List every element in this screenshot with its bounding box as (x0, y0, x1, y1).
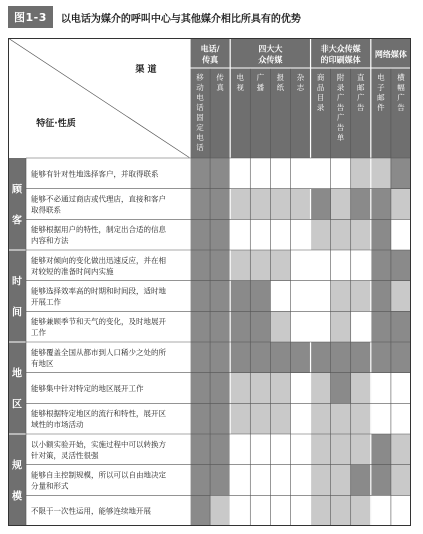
column-header-char: 商 (316, 73, 325, 82)
matrix-cell (331, 342, 351, 373)
matrix-cell (290, 219, 310, 250)
column-header-char: 广 (336, 113, 345, 122)
category-label-char: 模 (12, 491, 22, 503)
column-header-char: 话 (196, 103, 204, 112)
matrix-cell (210, 189, 230, 220)
matrix-cell (290, 373, 310, 404)
matrix-cell (371, 189, 391, 220)
matrix-cell (250, 311, 270, 342)
matrix-cell (311, 403, 331, 434)
matrix-cell (210, 311, 230, 342)
category-label-char: 客 (12, 215, 22, 227)
matrix-cell (230, 342, 250, 373)
column-header-char: 单 (336, 133, 345, 142)
comparison-table (8, 38, 411, 526)
column-header-char: 固 (196, 113, 204, 122)
category-label-char: 地 (12, 368, 22, 380)
matrix-cell (190, 189, 210, 220)
matrix-cell (230, 250, 250, 281)
row-feature-text: 能够选择效率高的时期和时间段，适时地 (31, 286, 166, 296)
group-header-label: 网络媒体 (374, 50, 407, 59)
column-header-char: 视 (236, 83, 244, 92)
matrix-cell (250, 189, 270, 220)
matrix-cell (210, 495, 230, 526)
category-label-char: 时 (12, 276, 22, 288)
matrix-cell (351, 373, 371, 404)
column-header-char: 电 (377, 73, 385, 82)
group-header-label: 电话/ (200, 44, 220, 54)
category-label-char: 间 (12, 307, 22, 319)
matrix-cell (311, 495, 331, 526)
matrix-cell (391, 189, 411, 220)
matrix-cell (250, 342, 270, 373)
group-header-label: 四大大 (258, 44, 283, 54)
column-header-char: 告 (357, 103, 365, 112)
column-header-char: 移 (196, 73, 204, 82)
matrix-cell (371, 311, 391, 342)
comparison-table-svg (8, 38, 411, 526)
matrix-cell (190, 373, 210, 404)
matrix-cell (230, 311, 250, 342)
row-text-cell (26, 403, 190, 434)
matrix-cell (270, 434, 290, 465)
matrix-cell (290, 250, 310, 281)
matrix-cell (391, 373, 411, 404)
matrix-cell (190, 281, 210, 312)
column-header-char: 志 (296, 83, 305, 92)
matrix-cell (210, 434, 230, 465)
row-text-cell (26, 219, 190, 250)
column-header-char: 广 (357, 93, 365, 102)
matrix-cell (190, 495, 210, 526)
matrix-cell (391, 495, 411, 526)
group-header-label: 传真 (202, 55, 219, 65)
matrix-cell (190, 250, 210, 281)
matrix-cell (190, 465, 210, 496)
matrix-cell (311, 250, 331, 281)
matrix-cell (331, 434, 351, 465)
matrix-cell (311, 373, 331, 404)
matrix-cell (351, 158, 371, 189)
group-header-label: 的印刷媒体 (320, 55, 361, 65)
row-text-cell (26, 189, 190, 220)
matrix-cell (351, 342, 371, 373)
matrix-cell (351, 434, 371, 465)
column-header-char: 动 (196, 83, 204, 92)
feature-label: 特征·性质 (36, 119, 76, 129)
column-header-char: 真 (216, 83, 224, 92)
row-feature-text: 能够不必通过商店或代理店，直接和客户 (31, 194, 166, 204)
matrix-cell (331, 311, 351, 342)
row-feature-text: 能够对倾向的变化做出迅速反应，并在相 (31, 255, 166, 265)
column-header-char: 品 (316, 83, 325, 92)
matrix-cell (311, 465, 331, 496)
row-feature-text: 针对策，灵活性很强 (31, 450, 99, 460)
matrix-cell (311, 342, 331, 373)
row-feature-text: 内容和方法 (31, 236, 69, 246)
matrix-cell (351, 311, 371, 342)
matrix-cell (250, 250, 270, 281)
matrix-cell (351, 403, 371, 434)
matrix-cell (210, 403, 230, 434)
matrix-cell (311, 281, 331, 312)
column-header-char: 定 (196, 123, 204, 132)
matrix-cell (270, 495, 290, 526)
row-feature-text: 有地区 (31, 358, 54, 368)
matrix-cell (250, 495, 270, 526)
matrix-cell (351, 219, 371, 250)
matrix-cell (311, 219, 331, 250)
matrix-cell (270, 281, 290, 312)
column-header-char: 录 (336, 83, 345, 92)
row-feature-text: 域性的市场活动 (31, 420, 84, 430)
matrix-cell (190, 158, 210, 189)
column-header-char: 电 (196, 133, 204, 142)
matrix-cell (270, 158, 290, 189)
matrix-cell (270, 250, 290, 281)
matrix-cell (230, 281, 250, 312)
column-header-char: 杂 (296, 73, 305, 82)
matrix-cell (270, 189, 290, 220)
matrix-cell (311, 158, 331, 189)
matrix-cell (391, 311, 411, 342)
matrix-cell (391, 342, 411, 373)
matrix-cell (250, 373, 270, 404)
matrix-cell (311, 311, 331, 342)
matrix-cell (250, 158, 270, 189)
matrix-cell (391, 158, 411, 189)
row-feature-text: 工作 (31, 328, 46, 338)
matrix-cell (331, 158, 351, 189)
row-feature-text: 取得联系 (31, 205, 61, 215)
matrix-cell (290, 495, 310, 526)
matrix-cell (290, 403, 310, 434)
figure-caption (8, 6, 301, 28)
column-header-char: 告 (397, 103, 405, 112)
figure-title: 以电话为媒介的呼叫中心与其他媒介相比所具有的优势 (60, 13, 301, 25)
row-text-cell (26, 342, 190, 373)
row-text-cell (26, 281, 190, 312)
row-feature-text: 能够兼顾季节和天气的变化，及时地展开 (31, 317, 166, 327)
column-header-char: 电 (236, 73, 244, 82)
column-header-char: 幅 (397, 83, 405, 92)
matrix-cell (290, 281, 310, 312)
row-text-cell (26, 311, 190, 342)
column-header-char: 件 (377, 103, 385, 112)
column-header-char: 目 (316, 93, 325, 102)
matrix-cell (210, 250, 230, 281)
matrix-cell (230, 219, 250, 250)
row-feature-text: 能够自主控制规模，所以可以自由地决定 (31, 470, 166, 480)
matrix-cell (270, 403, 290, 434)
matrix-cell (391, 219, 411, 250)
matrix-cell (331, 373, 351, 404)
matrix-cell (391, 434, 411, 465)
column-header-char: 告 (336, 123, 345, 132)
row-feature-text: 不限于一次性运用，能够连续地开展 (31, 506, 151, 516)
matrix-cell (210, 219, 230, 250)
group-header-label: 众传媒 (258, 55, 283, 65)
matrix-cell (391, 403, 411, 434)
row-feature-text: 开展工作 (31, 297, 61, 307)
matrix-cell (250, 219, 270, 250)
matrix-cell (311, 434, 331, 465)
column-header-char: 话 (196, 143, 204, 152)
column-header-char: 直 (357, 73, 365, 82)
matrix-cell (210, 158, 230, 189)
matrix-cell (290, 158, 310, 189)
matrix-cell (270, 219, 290, 250)
matrix-cell (230, 189, 250, 220)
channel-label: 渠 道 (135, 65, 157, 75)
matrix-cell (270, 465, 290, 496)
matrix-cell (250, 281, 270, 312)
column-header-char: 播 (256, 83, 265, 92)
matrix-cell (210, 342, 230, 373)
matrix-cell (311, 189, 331, 220)
matrix-cell (270, 311, 290, 342)
matrix-cell (230, 403, 250, 434)
matrix-cell (270, 342, 290, 373)
matrix-cell (331, 281, 351, 312)
matrix-cell (250, 403, 270, 434)
matrix-cell (290, 465, 310, 496)
matrix-cell (230, 495, 250, 526)
matrix-cell (351, 281, 371, 312)
matrix-cell (230, 434, 250, 465)
row-feature-text: 对较短的准备时间内实施 (31, 266, 114, 276)
column-header-char: 传 (216, 73, 224, 82)
matrix-cell (391, 465, 411, 496)
matrix-cell (290, 434, 310, 465)
column-header-char: 广 (336, 93, 345, 102)
column-header-char: 广 (256, 73, 265, 82)
column-header-char: 纸 (276, 83, 285, 92)
matrix-cell (371, 434, 391, 465)
row-feature-text: 能够覆盖全国从都市到人口稀少之处的所 (31, 347, 166, 357)
matrix-cell (371, 281, 391, 312)
matrix-cell (371, 250, 391, 281)
matrix-cell (190, 219, 210, 250)
matrix-cell (371, 495, 391, 526)
matrix-cell (331, 219, 351, 250)
matrix-cell (371, 373, 391, 404)
matrix-cell (351, 495, 371, 526)
column-header-char: 电 (196, 93, 204, 102)
matrix-cell (210, 465, 230, 496)
matrix-cell (290, 311, 310, 342)
matrix-cell (230, 158, 250, 189)
matrix-cell (391, 281, 411, 312)
matrix-cell (331, 403, 351, 434)
category-label-char: 规 (12, 460, 22, 472)
matrix-cell (210, 281, 230, 312)
matrix-cell (290, 189, 310, 220)
matrix-cell (371, 403, 391, 434)
matrix-cell (270, 373, 290, 404)
column-header-char: 报 (276, 73, 285, 82)
matrix-cell (351, 189, 371, 220)
matrix-cell (351, 465, 371, 496)
category-label-char: 区 (12, 399, 22, 411)
row-feature-text: 能够根据用户的特性，制定出合适的信息 (31, 225, 166, 235)
row-feature-text: 能够集中针对特定的地区展开工作 (31, 384, 144, 393)
matrix-cell (250, 434, 270, 465)
column-header-char: 录 (316, 103, 325, 112)
column-header-char: 告 (336, 103, 345, 112)
matrix-cell (371, 342, 391, 373)
row-text-cell (26, 250, 190, 281)
row-text-cell (26, 434, 190, 465)
matrix-cell (351, 250, 371, 281)
column-header-char: 横 (397, 73, 405, 82)
matrix-cell (371, 158, 391, 189)
matrix-cell (331, 250, 351, 281)
figure-number-badge: 图1-3 (8, 6, 53, 28)
column-header-char: 邮 (377, 93, 385, 102)
matrix-cell (230, 373, 250, 404)
column-header-char: 附 (336, 73, 345, 82)
column-header-char: 邮 (357, 83, 365, 92)
matrix-cell (210, 373, 230, 404)
matrix-cell (391, 250, 411, 281)
matrix-cell (230, 465, 250, 496)
matrix-cell (331, 189, 351, 220)
matrix-cell (190, 434, 210, 465)
row-feature-text: 能够有针对性地选择客户，并取得联系 (31, 169, 159, 179)
column-header-char: 子 (377, 83, 385, 92)
matrix-cell (290, 342, 310, 373)
matrix-cell (250, 465, 270, 496)
column-header-char: 广 (397, 93, 405, 102)
row-feature-text: 以小额实验开始，实施过程中可以转换方 (31, 439, 166, 449)
row-text-cell (26, 465, 190, 496)
matrix-cell (331, 495, 351, 526)
matrix-cell (190, 342, 210, 373)
category-label-char: 顾 (12, 184, 22, 196)
matrix-cell (371, 465, 391, 496)
row-feature-text: 分量和形式 (31, 481, 69, 491)
matrix-cell (371, 219, 391, 250)
group-header-label: 非大众传媒 (320, 44, 361, 54)
matrix-cell (190, 311, 210, 342)
matrix-cell (190, 403, 210, 434)
matrix-cell (331, 465, 351, 496)
row-feature-text: 能够根据特定地区的流行和特性，展开区 (31, 409, 166, 419)
